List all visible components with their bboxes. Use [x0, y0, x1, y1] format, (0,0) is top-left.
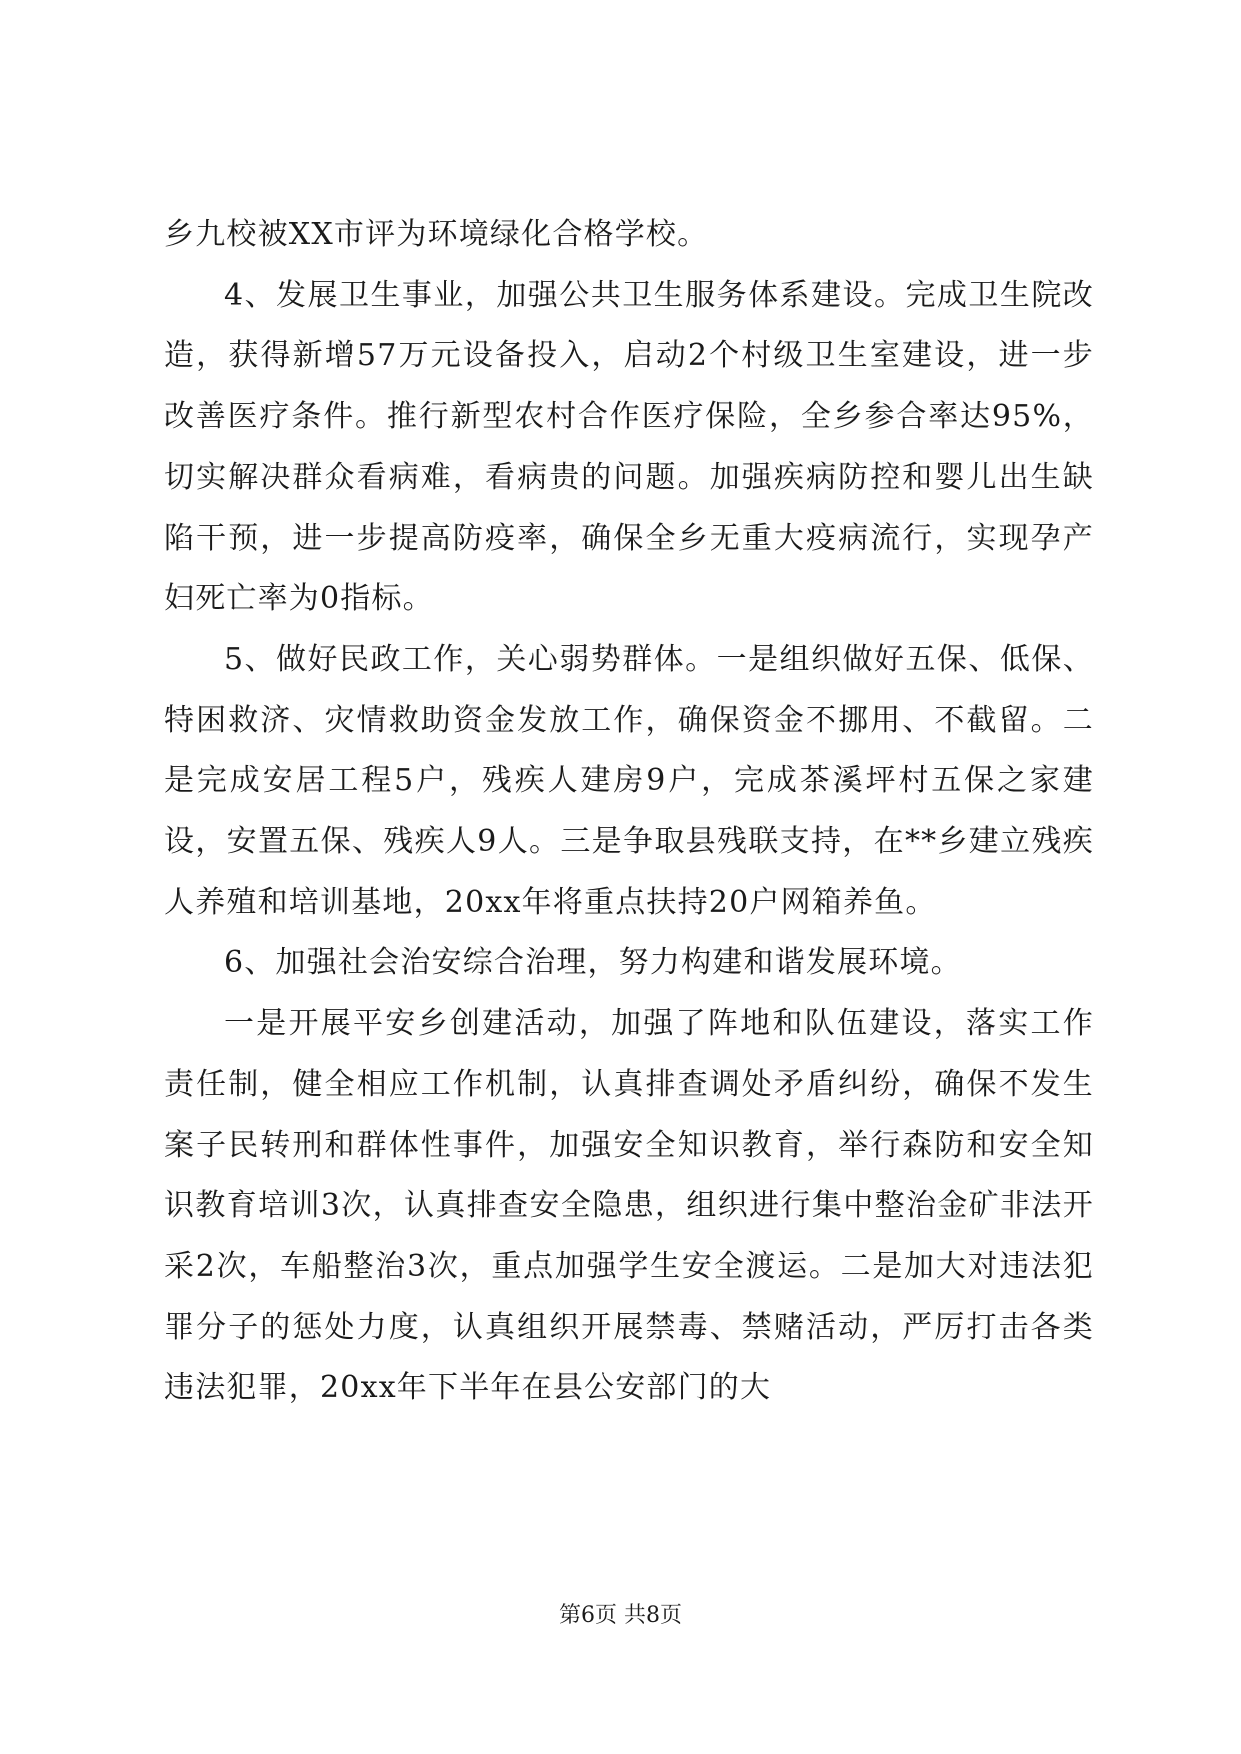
document-body: [164, 205, 1094, 1419]
paragraph-2: 4、发展卫生事业，加强公共卫生服务体系建设。完成卫生院改造，获得新增57万元设备投入，启动2个村级卫生室建设，进一步改善医疗条件。推行新型农村合作医疗保险，全乡参合率达95%，切实解决群众看病难，看病贵的问题。加强疾病防控和婴儿出生缺陷干预，进一步提高防疫率，确保全乡无重大疫病流行，实现孕产妇死亡率为0指标。: [164, 277, 1094, 617]
paragraph-1: 乡九校被XX市评为环境绿化合格学校。: [164, 217, 709, 252]
page-number-label: 第6页 共8页: [559, 1603, 682, 1628]
paragraph-5: 一是开展平安乡创建活动，加强了阵地和队伍建设，落实工作责任制，健全相应工作机制，认真排查调处矛盾纠纷，确保不发生案子民转刑和群体性事件，加强安全知识教育，举行森防和安全知识教育培训3次，认真排查安全隐患，组织进行集中整治金矿非法开采2次，车船整治3次，重点加强学生安全渡运。二是加大对违法犯罪分子的惩处力度，认真组织开展禁毒、禁赌活动，严厉打击各类违法犯罪，20xx年下半年在县公安部门的大: [164, 1006, 1094, 1406]
paragraph-3: 5、做好民政工作，关心弱势群体。一是组织做好五保、低保、特困救济、灾情救助资金发放工作，确保资金不挪用、不截留。二是完成安居工程5户，残疾人建房9户，完成茶溪坪村五保之家建设，安置五保、残疾人9人。三是争取县残联支持，在**乡建立残疾人养殖和培训基地，20xx年将重点扶持20户网箱养鱼。: [164, 641, 1094, 920]
page-footer: [0, 1598, 1241, 1629]
paragraph-4: 6、加强社会治安综合治理，努力构建和谐发展环境。: [224, 945, 962, 981]
